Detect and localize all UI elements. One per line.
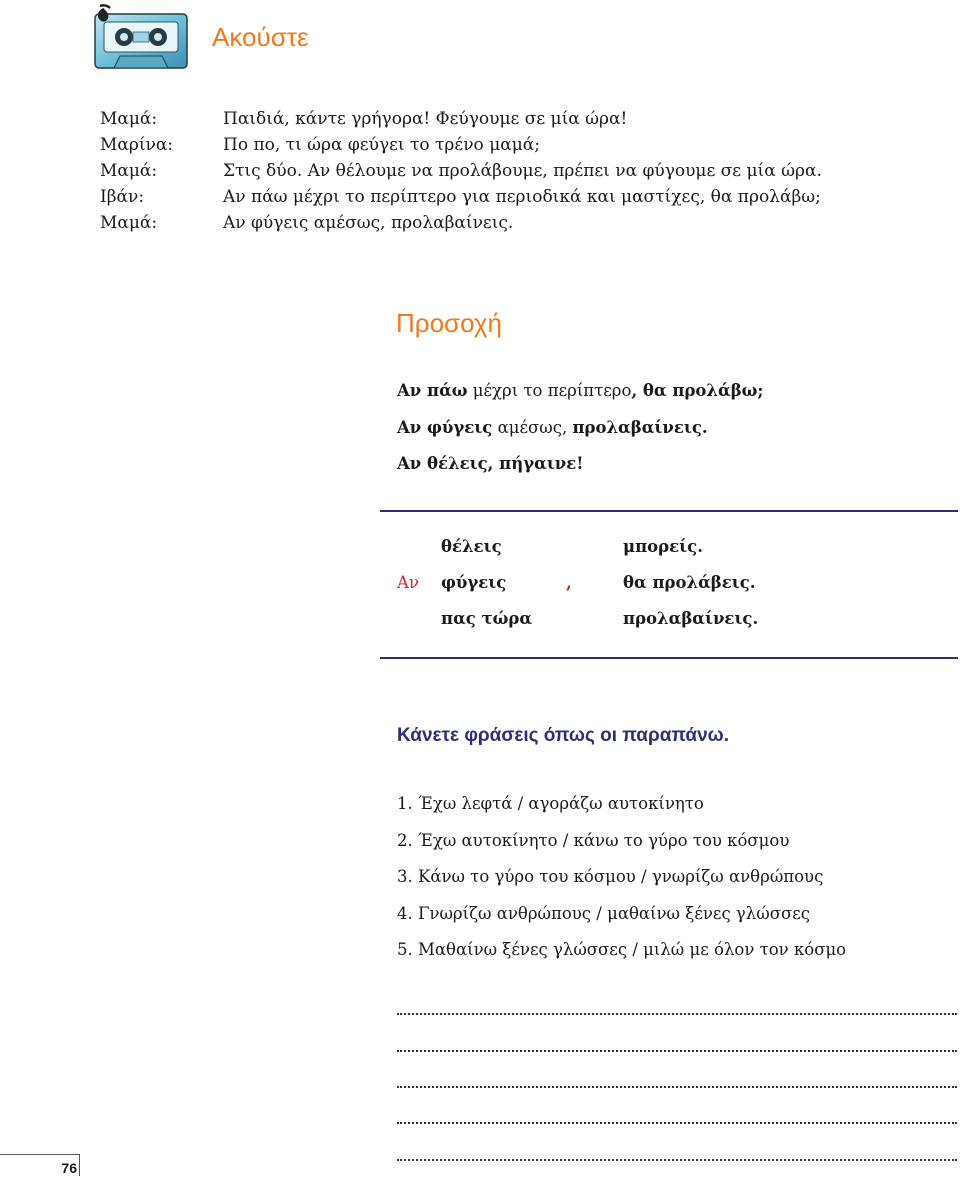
speaker-label: Μαμά: <box>100 161 158 181</box>
answer-line[interactable] <box>397 1013 957 1015</box>
speaker-label: Μαμά: <box>100 213 158 233</box>
table-rule-bottom <box>380 657 958 659</box>
example-bold-part: Αν φύγεις <box>397 418 493 437</box>
answer-line[interactable] <box>397 1086 957 1088</box>
result-cell: μπορείς. <box>623 537 703 556</box>
answer-line[interactable] <box>397 1159 957 1161</box>
exercise-item: 4. Γνωρίζω ανθρώπους / μαθαίνω ξένες γλώσσες <box>397 904 811 923</box>
example-sentence <box>397 417 708 439</box>
example-plain-part: αμέσως, <box>492 418 573 437</box>
example-bold-part: προλαβαίνεις. <box>572 418 708 437</box>
conditional-lead: Αν <box>397 573 419 592</box>
condition-cell: θέλεις <box>441 537 502 556</box>
comma-separator: , <box>566 573 572 592</box>
example-bold-part: Αν θέλεις, πήγαινε! <box>397 454 584 473</box>
example-plain-part: μέχρι το περίπτερο <box>467 381 632 400</box>
result-cell: προλαβαίνεις. <box>623 609 759 628</box>
speaker-label: Μαμά: <box>100 109 158 129</box>
speech-text: Παιδιά, κάντε γρήγορα! Φεύγουμε σε μία ώρα! <box>223 109 628 129</box>
speaker-label: Ιβάν: <box>100 187 145 207</box>
example-sentence <box>397 380 763 402</box>
exercise-title: Κάνετε φράσεις όπως οι παραπάνω. <box>397 725 729 746</box>
example-sentence <box>397 453 584 475</box>
speech-text: Στις δύο. Αν θέλουμε να προλάβουμε, πρέπει να φύγουμε σε μία ώρα. <box>223 161 822 181</box>
exercise-item: 2. Έχω αυτοκίνητο / κάνω το γύρο του κόσμου <box>397 831 790 850</box>
page-number: 76 <box>0 1154 80 1176</box>
cassette-tape-icon <box>94 4 192 70</box>
speech-text: Πο πο, τι ώρα φεύγει το τρένο μαμά; <box>223 135 540 155</box>
answer-line[interactable] <box>397 1122 957 1124</box>
section-title: Ακούστε <box>212 22 309 52</box>
speaker-label: Μαρίνα: <box>100 135 174 155</box>
attention-title: Προσοχή <box>396 308 502 338</box>
condition-cell: πας τώρα <box>441 609 533 628</box>
exercise-item: 3. Κάνω το γύρο του κόσμου / γνωρίζω ανθρώπους <box>397 867 824 886</box>
table-rule-top <box>380 510 958 512</box>
answer-line[interactable] <box>397 1050 957 1052</box>
speech-text: Αν φύγεις αμέσως, προλαβαίνεις. <box>223 213 514 233</box>
speech-text: Αν πάω μέχρι το περίπτερο για περιοδικά και μαστίχες, θα προλάβω; <box>223 187 821 207</box>
example-bold-part: Αν πάω <box>397 381 468 400</box>
example-bold-part: , θα προλάβω; <box>631 381 764 400</box>
exercise-item: 5. Μαθαίνω ξένες γλώσσες / μιλώ με όλον τον κόσμο <box>397 940 847 959</box>
condition-cell: φύγεις <box>441 573 507 592</box>
exercise-item: 1. Έχω λεφτά / αγοράζω αυτοκίνητο <box>397 794 704 813</box>
result-cell: θα προλάβεις. <box>623 573 756 592</box>
